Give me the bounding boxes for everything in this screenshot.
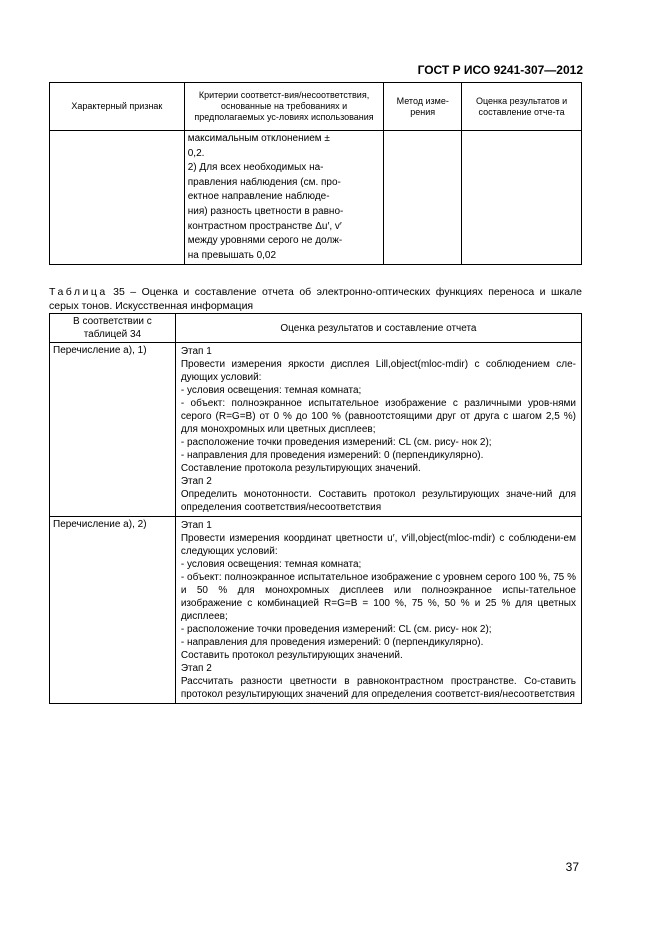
criteria-cell [184, 131, 384, 265]
criteria-line: контрастном пространстве Δu′, v′ [187, 220, 342, 232]
evaluation-line: - объект: полноэкранное испытательное изображение с различными уров-нями серого (R=G=B) от 0 % до 100 % (равноотстоящими друг от друга с шагом 2,5 %) для монохромных или цветных дисплеев; [180, 398, 576, 435]
evaluation-line: Составление протокола результирующих значений. [180, 463, 421, 474]
criteria-table [49, 82, 582, 265]
caption-label: Таблица [49, 286, 108, 298]
page-number: 37 [565, 860, 579, 874]
reference-cell: Перечисление а), 2) [50, 517, 176, 704]
evaluation-line: Определить монотонности. Составить протокол результирующих значе-ний для определения соответствия/несоответствия [180, 489, 576, 513]
method-cell [384, 131, 462, 265]
evaluation-line: - направления для проведения измерений: 0 (перпендикулярно). [180, 450, 484, 461]
table-caption [49, 285, 582, 313]
report-cell [462, 131, 582, 265]
evaluation-line: Провести измерения яркости дисплея Lill,object(mloc-mdir) с соблюдением сле-дующих условий: [180, 359, 576, 383]
evaluation-line: Этап 1 [180, 520, 212, 531]
evaluation-line: Провести измерения координат цветности u′, v′ill,object(mloc-mdir) с соблюдени-ем следующих условий: [180, 533, 576, 557]
evaluation-line: Составить протокол результирующих значений. [180, 650, 403, 661]
col-header-criteria: Критерии соответст-вия/несоответствия, основанные на требованиях и предполагаемых ус-ловиях использования [184, 83, 384, 131]
criteria-line: максимальным отклонением ± [187, 133, 330, 144]
criteria-line: правления наблюдения (см. про- [187, 176, 341, 188]
evaluation-line: - расположение точки проведения измерений: CL (см. рису- нок 2); [180, 624, 492, 635]
evaluation-cell [175, 343, 581, 517]
evaluation-line: - направления для проведения измерений: 0 (перпендикулярно). [180, 637, 484, 648]
table-row [50, 517, 582, 704]
evaluation-line: - расположение точки проведения измерений: CL (см. рису- нок 2); [180, 437, 492, 448]
evaluation-table [49, 313, 582, 704]
col-header-report: Оценка результатов и составление отче-та [462, 83, 582, 131]
evaluation-cell [175, 517, 581, 704]
criteria-line: 2) Для всех необходимых на- [187, 162, 324, 174]
evaluation-line: - условия освещения: темная комната; [180, 559, 362, 570]
criteria-line: 0,2. [187, 147, 205, 159]
col-header-feature: Характерный признак [50, 83, 185, 131]
document-header: ГОСТ Р ИСО 9241-307—2012 [417, 63, 583, 77]
evaluation-line: Этап 2 [180, 476, 212, 487]
evaluation-line: Этап 1 [180, 346, 212, 357]
caption-text: 35 – Оценка и составление отчета об электронно-оптических функциях переноса и шкале серых тонов. Искусственная информация [49, 286, 582, 312]
evaluation-line: Рассчитать разности цветности в равноконтрастном пространстве. Со-ставить протокол результирующих значений для определения соответст-вия/несоответствия [180, 676, 576, 700]
criteria-line: на превышать 0,02 [187, 249, 277, 261]
evaluation-line: - условия освещения: темная комната; [180, 385, 362, 396]
col-header-evaluation: Оценка результатов и составление отчета [175, 314, 581, 343]
col-header-method: Метод изме-рения [384, 83, 462, 131]
criteria-line: ектное направление наблюде- [187, 191, 330, 203]
evaluation-line: Этап 2 [180, 663, 212, 674]
feature-cell [50, 131, 185, 265]
criteria-line: между уровнями серого не долж- [187, 235, 343, 247]
col-header-reference: В соответствии с таблицей 34 [50, 314, 176, 343]
criteria-line: ния) разность цветности в равно- [187, 205, 344, 217]
table-row [50, 343, 582, 517]
evaluation-line: - объект: полноэкранное испытательное изображение с уровнем серого 100 %, 75 % и 50 % для монохромных дисплеев или полноэкранное испы-тательное изображение с комбинацией R=G=B = 100 %, 75 %, 50 % и 25 % для цветных дисплеев; [180, 572, 576, 622]
reference-cell: Перечисление а), 1) [50, 343, 176, 517]
